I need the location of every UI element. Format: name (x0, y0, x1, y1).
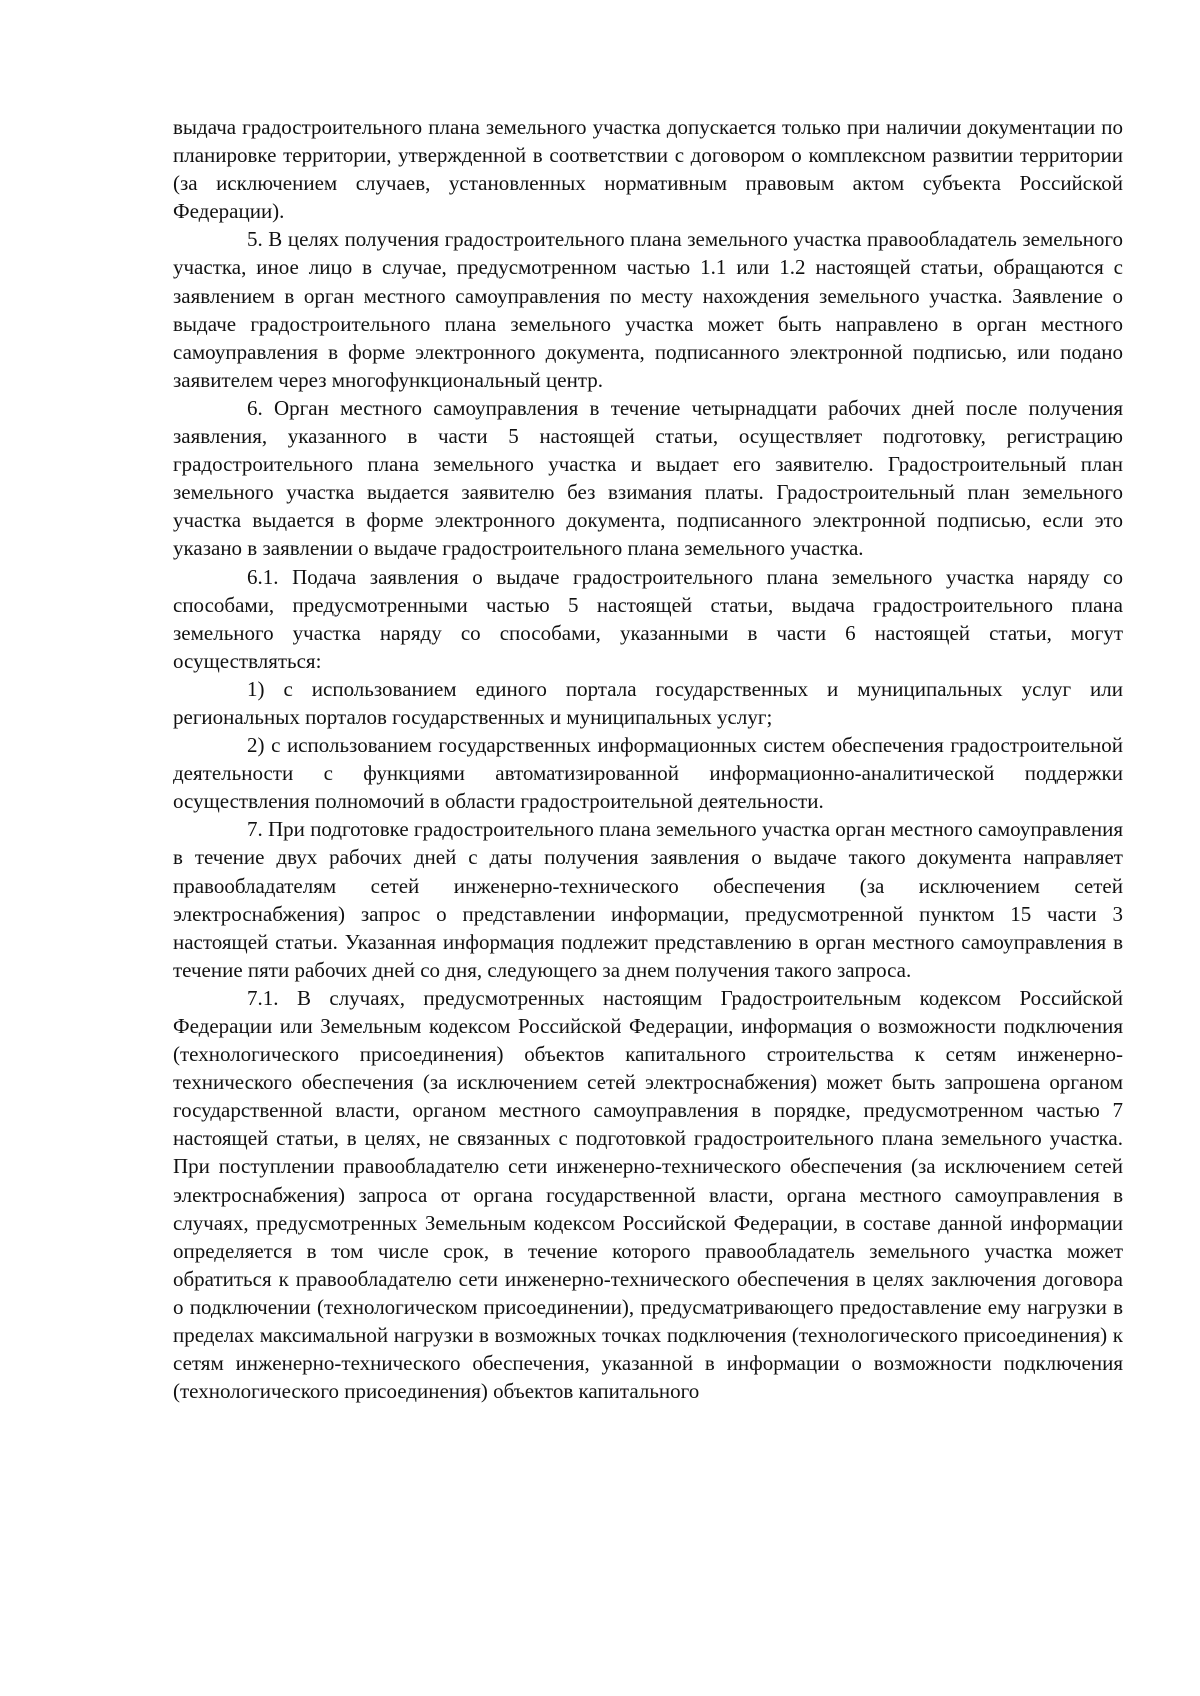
paragraph-6: 6. Орган местного самоуправления в течение четырнадцати рабочих дней после получения заявления, указанного в части 5 настоящей статьи, осуществляет подготовку, регистрацию градостроительного плана земельного участка и выдает его заявителю. Градостроительный план земельного участка выдается заявителю без взимания платы. Градостроительный план земельного участка выдается в форме электронного документа, подписанного электронной подписью, если это указано в заявлении о выдаче градостроительного плана земельного участка. (173, 395, 1123, 561)
paragraph-continuation: выдача градостроительного плана земельного участка допускается только при наличии документации по планировке территории, утвержденной в соответствии с договором о комплексном развитии территории (за исключением случаев, установленных нормативным правовым актом субъекта Российской Федерации). (173, 115, 1123, 224)
list-item-2: 2) с использованием государственных информационных систем обеспечения градостроительной деятельности с функциями автоматизированной информационно-аналитической поддержки осуществления полномочий в области градостроительной деятельности. (173, 733, 1123, 814)
document-page (173, 113, 1123, 1405)
paragraph-7-1: 7.1. В случаях, предусмотренных настоящим Градостроительным кодексом Российской Федерации или Земельным кодексом Российской Федерации, информация о возможности подключения (технологического присоединения) объектов капитального строительства к сетям инженерно-технического обеспечения (за исключением сетей электроснабжения) может быть запрошена органом государственной власти, органом местного самоуправления в порядке, предусмотренном частью 7 настоящей статьи, в целях, не связанных с подготовкой градостроительного плана земельного участка. При поступлении правообладателю сети инженерно-технического обеспечения (за исключением сетей электроснабжения) запроса от органа государственной власти, органа местного самоуправления в случаях, предусмотренных Земельным кодексом Российской Федерации, в составе данной информации определяется в том числе срок, в течение которого правообладатель земельного участка может обратиться к правообладателю сети инженерно-технического обеспечения в целях заключения договора о подключении (технологическом присоединении), предусматривающего предоставление ему нагрузки в пределах максимальной нагрузки в возможных точках подключения (технологического присоединения) к сетям инженерно-технического обеспечения, указанной в информации о возможности подключения (технологического присоединения) объектов капитального (173, 985, 1123, 1404)
paragraph-5: 5. В целях получения градостроительного плана земельного участка правообладатель земельного участка, иное лицо в случае, предусмотренном частью 1.1 или 1.2 настоящей статьи, обращаются с заявлением в орган местного самоуправления по месту нахождения земельного участка. Заявление о выдаче градостроительного плана земельного участка может быть направлено в орган местного самоуправления в форме электронного документа, подписанного электронной подписью, или подано заявителем через многофункциональный центр. (173, 227, 1123, 392)
paragraph-7: 7. При подготовке градостроительного плана земельного участка орган местного самоуправления в течение двух рабочих дней с даты получения заявления о выдаче такого документа направляет правообладателям сетей инженерно-технического обеспечения (за исключением сетей электроснабжения) запрос о представлении информации, предусмотренной пунктом 15 части 3 настоящей статьи. Указанная информация подлежит представлению в орган местного самоуправления в течение пяти рабочих дней со дня, следующего за днем получения такого запроса. (173, 817, 1123, 982)
list-item-1: 1) с использованием единого портала государственных и муниципальных услуг или региональных порталов государственных и муниципальных услуг; (173, 676, 1123, 729)
paragraph-6-1: 6.1. Подача заявления о выдаче градостроительного плана земельного участка наряду со способами, предусмотренными частью 5 настоящей статьи, выдача градостроительного плана земельного участка наряду со способами, указанными в части 6 настоящей статьи, могут осуществляться: (173, 564, 1123, 673)
